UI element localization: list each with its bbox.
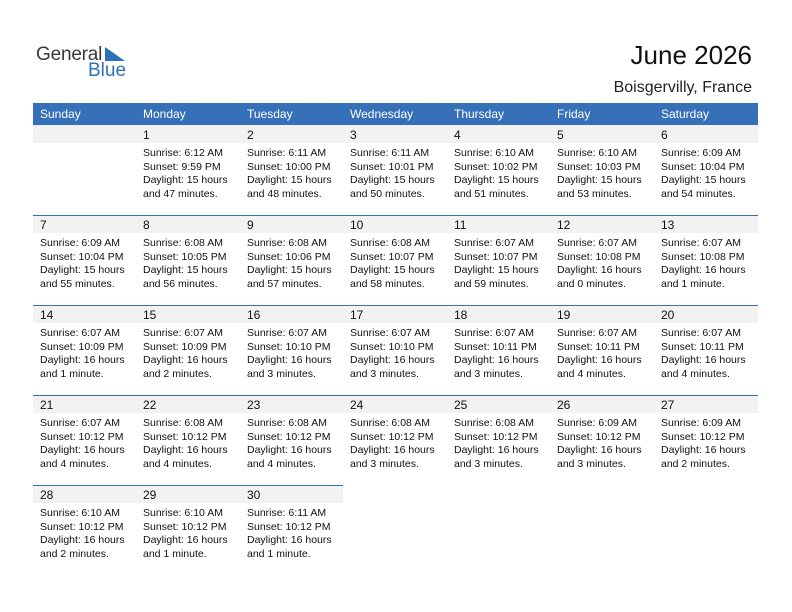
daylight-minutes-text: and 3 minutes. [350, 367, 419, 380]
sunset-text: Sunset: 10:12 PM [350, 430, 434, 443]
day-number: 10 [350, 218, 364, 232]
day-number: 11 [454, 218, 467, 232]
sunset-text: Sunset: 10:05 PM [143, 250, 227, 263]
day-cell [240, 485, 343, 575]
sunset-text: Sunset: 10:04 PM [661, 160, 745, 173]
day-cell [136, 395, 240, 485]
day-cell [136, 485, 240, 575]
day-info [247, 237, 332, 291]
page-title: June 2026 [630, 40, 752, 70]
daylight-text: Daylight: 16 hours [40, 444, 125, 456]
sunrise-text: Sunrise: 6:08 AM [350, 417, 430, 429]
sunrise-text: Sunrise: 6:07 AM [350, 327, 430, 339]
daylight-minutes-text: and 2 minutes. [40, 547, 109, 560]
sunrise-text: Sunrise: 6:07 AM [143, 327, 223, 339]
logo-word-blue: Blue [88, 60, 127, 81]
daylight-text: Daylight: 15 hours [40, 264, 125, 276]
day-cell [343, 305, 447, 395]
day-number: 28 [40, 488, 54, 502]
day-number: 13 [661, 218, 675, 232]
daylight-minutes-text: and 1 minute. [40, 367, 104, 380]
day-info [350, 327, 435, 381]
daylight-minutes-text: and 47 minutes. [143, 187, 218, 200]
day-info [557, 327, 642, 381]
daylight-minutes-text: and 1 minute. [661, 277, 725, 290]
day-info [143, 237, 228, 291]
day-info [143, 507, 228, 561]
daylight-minutes-text: and 4 minutes. [661, 367, 730, 380]
sunrise-text: Sunrise: 6:11 AM [350, 147, 430, 159]
day-info [247, 327, 332, 381]
sunrise-text: Sunrise: 6:10 AM [40, 507, 120, 519]
sunset-text: Sunset: 10:00 PM [247, 160, 331, 173]
sunrise-text: Sunrise: 6:07 AM [661, 327, 741, 339]
sunrise-text: Sunrise: 6:07 AM [454, 327, 534, 339]
sunrise-text: Sunrise: 6:09 AM [40, 237, 120, 249]
day-cell [136, 125, 240, 215]
daylight-text: Daylight: 16 hours [661, 264, 746, 276]
day-cell [654, 395, 758, 485]
daylight-text: Daylight: 15 hours [454, 174, 539, 186]
sunrise-text: Sunrise: 6:08 AM [454, 417, 534, 429]
daylight-text: Daylight: 16 hours [247, 354, 332, 366]
day-info [40, 507, 125, 561]
weekday-wednesday: Wednesday [350, 107, 414, 121]
sunset-text: Sunset: 10:12 PM [40, 520, 124, 533]
weekday-header [33, 103, 758, 125]
daylight-minutes-text: and 3 minutes. [454, 457, 523, 470]
day-info [40, 327, 125, 381]
sunset-text: Sunset: 10:09 PM [143, 340, 227, 353]
daylight-text: Daylight: 16 hours [557, 444, 642, 456]
sunset-text: Sunset: 10:11 PM [557, 340, 640, 353]
sunrise-text: Sunrise: 6:09 AM [557, 417, 637, 429]
daylight-minutes-text: and 2 minutes. [143, 367, 212, 380]
day-info [350, 147, 435, 201]
daylight-text: Daylight: 16 hours [40, 354, 125, 366]
sunrise-text: Sunrise: 6:07 AM [661, 237, 741, 249]
day-cell [33, 305, 136, 395]
day-number: 6 [661, 128, 668, 142]
day-cell [240, 125, 343, 215]
day-number: 29 [143, 488, 157, 502]
day-cell [447, 395, 550, 485]
weekday-saturday: Saturday [661, 107, 710, 121]
sunrise-text: Sunrise: 6:07 AM [557, 237, 637, 249]
daylight-minutes-text: and 0 minutes. [557, 277, 626, 290]
day-info [350, 237, 435, 291]
day-number: 17 [350, 308, 364, 322]
day-number: 23 [247, 398, 261, 412]
daylight-text: Daylight: 15 hours [350, 264, 435, 276]
daylight-text: Daylight: 16 hours [557, 354, 642, 366]
daylight-minutes-text: and 4 minutes. [143, 457, 212, 470]
daylight-text: Daylight: 16 hours [454, 444, 539, 456]
day-number: 19 [557, 308, 571, 322]
day-info [454, 417, 539, 471]
sunrise-text: Sunrise: 6:07 AM [454, 237, 534, 249]
sunset-text: Sunset: 10:12 PM [247, 520, 331, 533]
sunset-text: Sunset: 10:06 PM [247, 250, 331, 263]
day-info [661, 417, 746, 471]
day-cell [654, 305, 758, 395]
daylight-minutes-text: and 2 minutes. [661, 457, 730, 470]
day-number: 27 [661, 398, 675, 412]
day-number: 7 [40, 218, 47, 232]
week-row [33, 305, 758, 395]
sunrise-text: Sunrise: 6:10 AM [143, 507, 223, 519]
weekday-sunday: Sunday [40, 107, 81, 121]
sunset-text: Sunset: 10:04 PM [40, 250, 124, 263]
sunrise-text: Sunrise: 6:10 AM [557, 147, 637, 159]
weekday-friday: Friday [557, 107, 591, 121]
daylight-text: Daylight: 15 hours [143, 264, 228, 276]
sunset-text: Sunset: 10:12 PM [143, 520, 227, 533]
day-info [247, 147, 332, 201]
day-info [661, 147, 746, 201]
sunset-text: Sunset: 10:12 PM [454, 430, 538, 443]
day-cell [550, 305, 654, 395]
daylight-text: Daylight: 16 hours [143, 534, 228, 546]
day-cell [654, 125, 758, 215]
day-cell [240, 395, 343, 485]
day-cell [240, 215, 343, 305]
day-info [350, 417, 435, 471]
sunrise-text: Sunrise: 6:09 AM [661, 417, 741, 429]
sunset-text: Sunset: 10:07 PM [350, 250, 434, 263]
sunset-text: Sunset: 10:10 PM [350, 340, 434, 353]
sunset-text: Sunset: 10:03 PM [557, 160, 641, 173]
daylight-text: Daylight: 16 hours [143, 354, 228, 366]
day-number: 30 [247, 488, 261, 502]
sunrise-text: Sunrise: 6:08 AM [247, 237, 327, 249]
sunset-text: Sunset: 10:12 PM [247, 430, 331, 443]
day-info [143, 327, 228, 381]
daylight-minutes-text: and 3 minutes. [350, 457, 419, 470]
daylight-text: Daylight: 16 hours [454, 354, 539, 366]
daylight-minutes-text: and 55 minutes. [40, 277, 115, 290]
day-number: 25 [454, 398, 468, 412]
sunrise-text: Sunrise: 6:07 AM [40, 417, 120, 429]
day-number: 3 [350, 128, 357, 142]
day-info [557, 417, 642, 471]
daylight-minutes-text: and 3 minutes. [557, 457, 626, 470]
day-cell [550, 395, 654, 485]
logo [36, 44, 136, 84]
sunset-text: Sunset: 10:09 PM [40, 340, 124, 353]
day-info [143, 417, 228, 471]
day-number: 26 [557, 398, 571, 412]
sunrise-text: Sunrise: 6:08 AM [247, 417, 327, 429]
day-number: 1 [143, 128, 150, 142]
day-number: 14 [40, 308, 54, 322]
daylight-text: Daylight: 16 hours [143, 444, 228, 456]
daylight-minutes-text: and 51 minutes. [454, 187, 529, 200]
week-row [33, 485, 758, 575]
day-cell [33, 215, 136, 305]
sunset-text: Sunset: 10:08 PM [661, 250, 745, 263]
daylight-minutes-text: and 1 minute. [247, 547, 311, 560]
sunrise-text: Sunrise: 6:10 AM [454, 147, 534, 159]
daylight-text: Daylight: 15 hours [350, 174, 435, 186]
weekday-tuesday: Tuesday [247, 107, 293, 121]
sunrise-text: Sunrise: 6:07 AM [40, 327, 120, 339]
sunrise-text: Sunrise: 6:08 AM [350, 237, 430, 249]
day-cell [654, 215, 758, 305]
daylight-minutes-text: and 1 minute. [143, 547, 207, 560]
sunrise-text: Sunrise: 6:07 AM [557, 327, 637, 339]
day-cell [447, 215, 550, 305]
daylight-text: Daylight: 15 hours [661, 174, 746, 186]
day-info [454, 237, 539, 291]
sunrise-text: Sunrise: 6:12 AM [143, 147, 223, 159]
day-cell [550, 125, 654, 215]
day-number: 9 [247, 218, 254, 232]
daylight-text: Daylight: 16 hours [350, 444, 435, 456]
day-cell [550, 215, 654, 305]
day-info [454, 327, 539, 381]
day-number: 15 [143, 308, 157, 322]
day-number: 21 [40, 398, 54, 412]
sunrise-text: Sunrise: 6:11 AM [247, 507, 327, 519]
daylight-text: Daylight: 15 hours [557, 174, 642, 186]
daylight-text: Daylight: 16 hours [247, 444, 332, 456]
week-row [33, 395, 758, 485]
day-cell [343, 215, 447, 305]
day-info [661, 237, 746, 291]
daylight-minutes-text: and 54 minutes. [661, 187, 736, 200]
day-number: 20 [661, 308, 675, 322]
day-info [143, 147, 228, 201]
sunset-text: Sunset: 10:11 PM [661, 340, 744, 353]
sunset-text: Sunset: 10:11 PM [454, 340, 537, 353]
daylight-minutes-text: and 53 minutes. [557, 187, 632, 200]
sunset-text: Sunset: 10:12 PM [557, 430, 641, 443]
sunrise-text: Sunrise: 6:07 AM [247, 327, 327, 339]
daylight-text: Daylight: 16 hours [661, 444, 746, 456]
sunset-text: Sunset: 10:12 PM [143, 430, 227, 443]
day-info [454, 147, 539, 201]
sunset-text: Sunset: 9:59 PM [143, 160, 221, 173]
daylight-minutes-text: and 48 minutes. [247, 187, 322, 200]
sunset-text: Sunset: 10:10 PM [247, 340, 331, 353]
location-subtitle: Boisgervilly, France [613, 79, 752, 96]
daylight-text: Daylight: 16 hours [557, 264, 642, 276]
day-cell [343, 395, 447, 485]
daylight-text: Daylight: 15 hours [247, 264, 332, 276]
sunrise-text: Sunrise: 6:08 AM [143, 237, 223, 249]
daylight-minutes-text: and 3 minutes. [454, 367, 523, 380]
day-number: 24 [350, 398, 364, 412]
daylight-minutes-text: and 59 minutes. [454, 277, 529, 290]
day-number: 5 [557, 128, 564, 142]
sunrise-text: Sunrise: 6:08 AM [143, 417, 223, 429]
day-info [247, 507, 332, 561]
daylight-text: Daylight: 16 hours [661, 354, 746, 366]
day-cell [447, 125, 550, 215]
daylight-text: Daylight: 15 hours [454, 264, 539, 276]
daylight-minutes-text: and 4 minutes. [40, 457, 109, 470]
daylight-minutes-text: and 57 minutes. [247, 277, 322, 290]
day-cell [447, 305, 550, 395]
sunset-text: Sunset: 10:01 PM [350, 160, 434, 173]
day-cell [33, 395, 136, 485]
daylight-text: Daylight: 15 hours [143, 174, 228, 186]
daylight-minutes-text: and 3 minutes. [247, 367, 316, 380]
daylight-minutes-text: and 4 minutes. [247, 457, 316, 470]
logo-word-general: General [36, 44, 103, 65]
daylight-text: Daylight: 16 hours [40, 534, 125, 546]
week-row [33, 215, 758, 305]
sunset-text: Sunset: 10:02 PM [454, 160, 538, 173]
day-info [557, 147, 642, 201]
day-cell [136, 215, 240, 305]
sunset-text: Sunset: 10:12 PM [40, 430, 124, 443]
day-number: 22 [143, 398, 157, 412]
day-number: 12 [557, 218, 571, 232]
day-cell [343, 125, 447, 215]
day-cell [136, 305, 240, 395]
sunrise-text: Sunrise: 6:09 AM [661, 147, 741, 159]
day-number: 2 [247, 128, 254, 142]
sunset-text: Sunset: 10:08 PM [557, 250, 641, 263]
daylight-minutes-text: and 4 minutes. [557, 367, 626, 380]
day-info [247, 417, 332, 471]
daylight-minutes-text: and 58 minutes. [350, 277, 425, 290]
day-info [40, 237, 125, 291]
day-info [557, 237, 642, 291]
day-number: 4 [454, 128, 461, 142]
daylight-text: Daylight: 16 hours [350, 354, 435, 366]
day-info [661, 327, 746, 381]
day-cell [33, 485, 136, 575]
day-number: 8 [143, 218, 150, 232]
sunset-text: Sunset: 10:12 PM [661, 430, 745, 443]
sunrise-text: Sunrise: 6:11 AM [247, 147, 327, 159]
daylight-text: Daylight: 16 hours [247, 534, 332, 546]
day-cell [240, 305, 343, 395]
sunset-text: Sunset: 10:07 PM [454, 250, 538, 263]
day-number: 18 [454, 308, 468, 322]
weekday-monday: Monday [143, 107, 186, 121]
day-info [40, 417, 125, 471]
daylight-minutes-text: and 50 minutes. [350, 187, 425, 200]
weekday-thursday: Thursday [454, 107, 505, 121]
day-number: 16 [247, 308, 261, 322]
daylight-minutes-text: and 56 minutes. [143, 277, 218, 290]
week-row [33, 125, 758, 215]
daylight-text: Daylight: 15 hours [247, 174, 332, 186]
